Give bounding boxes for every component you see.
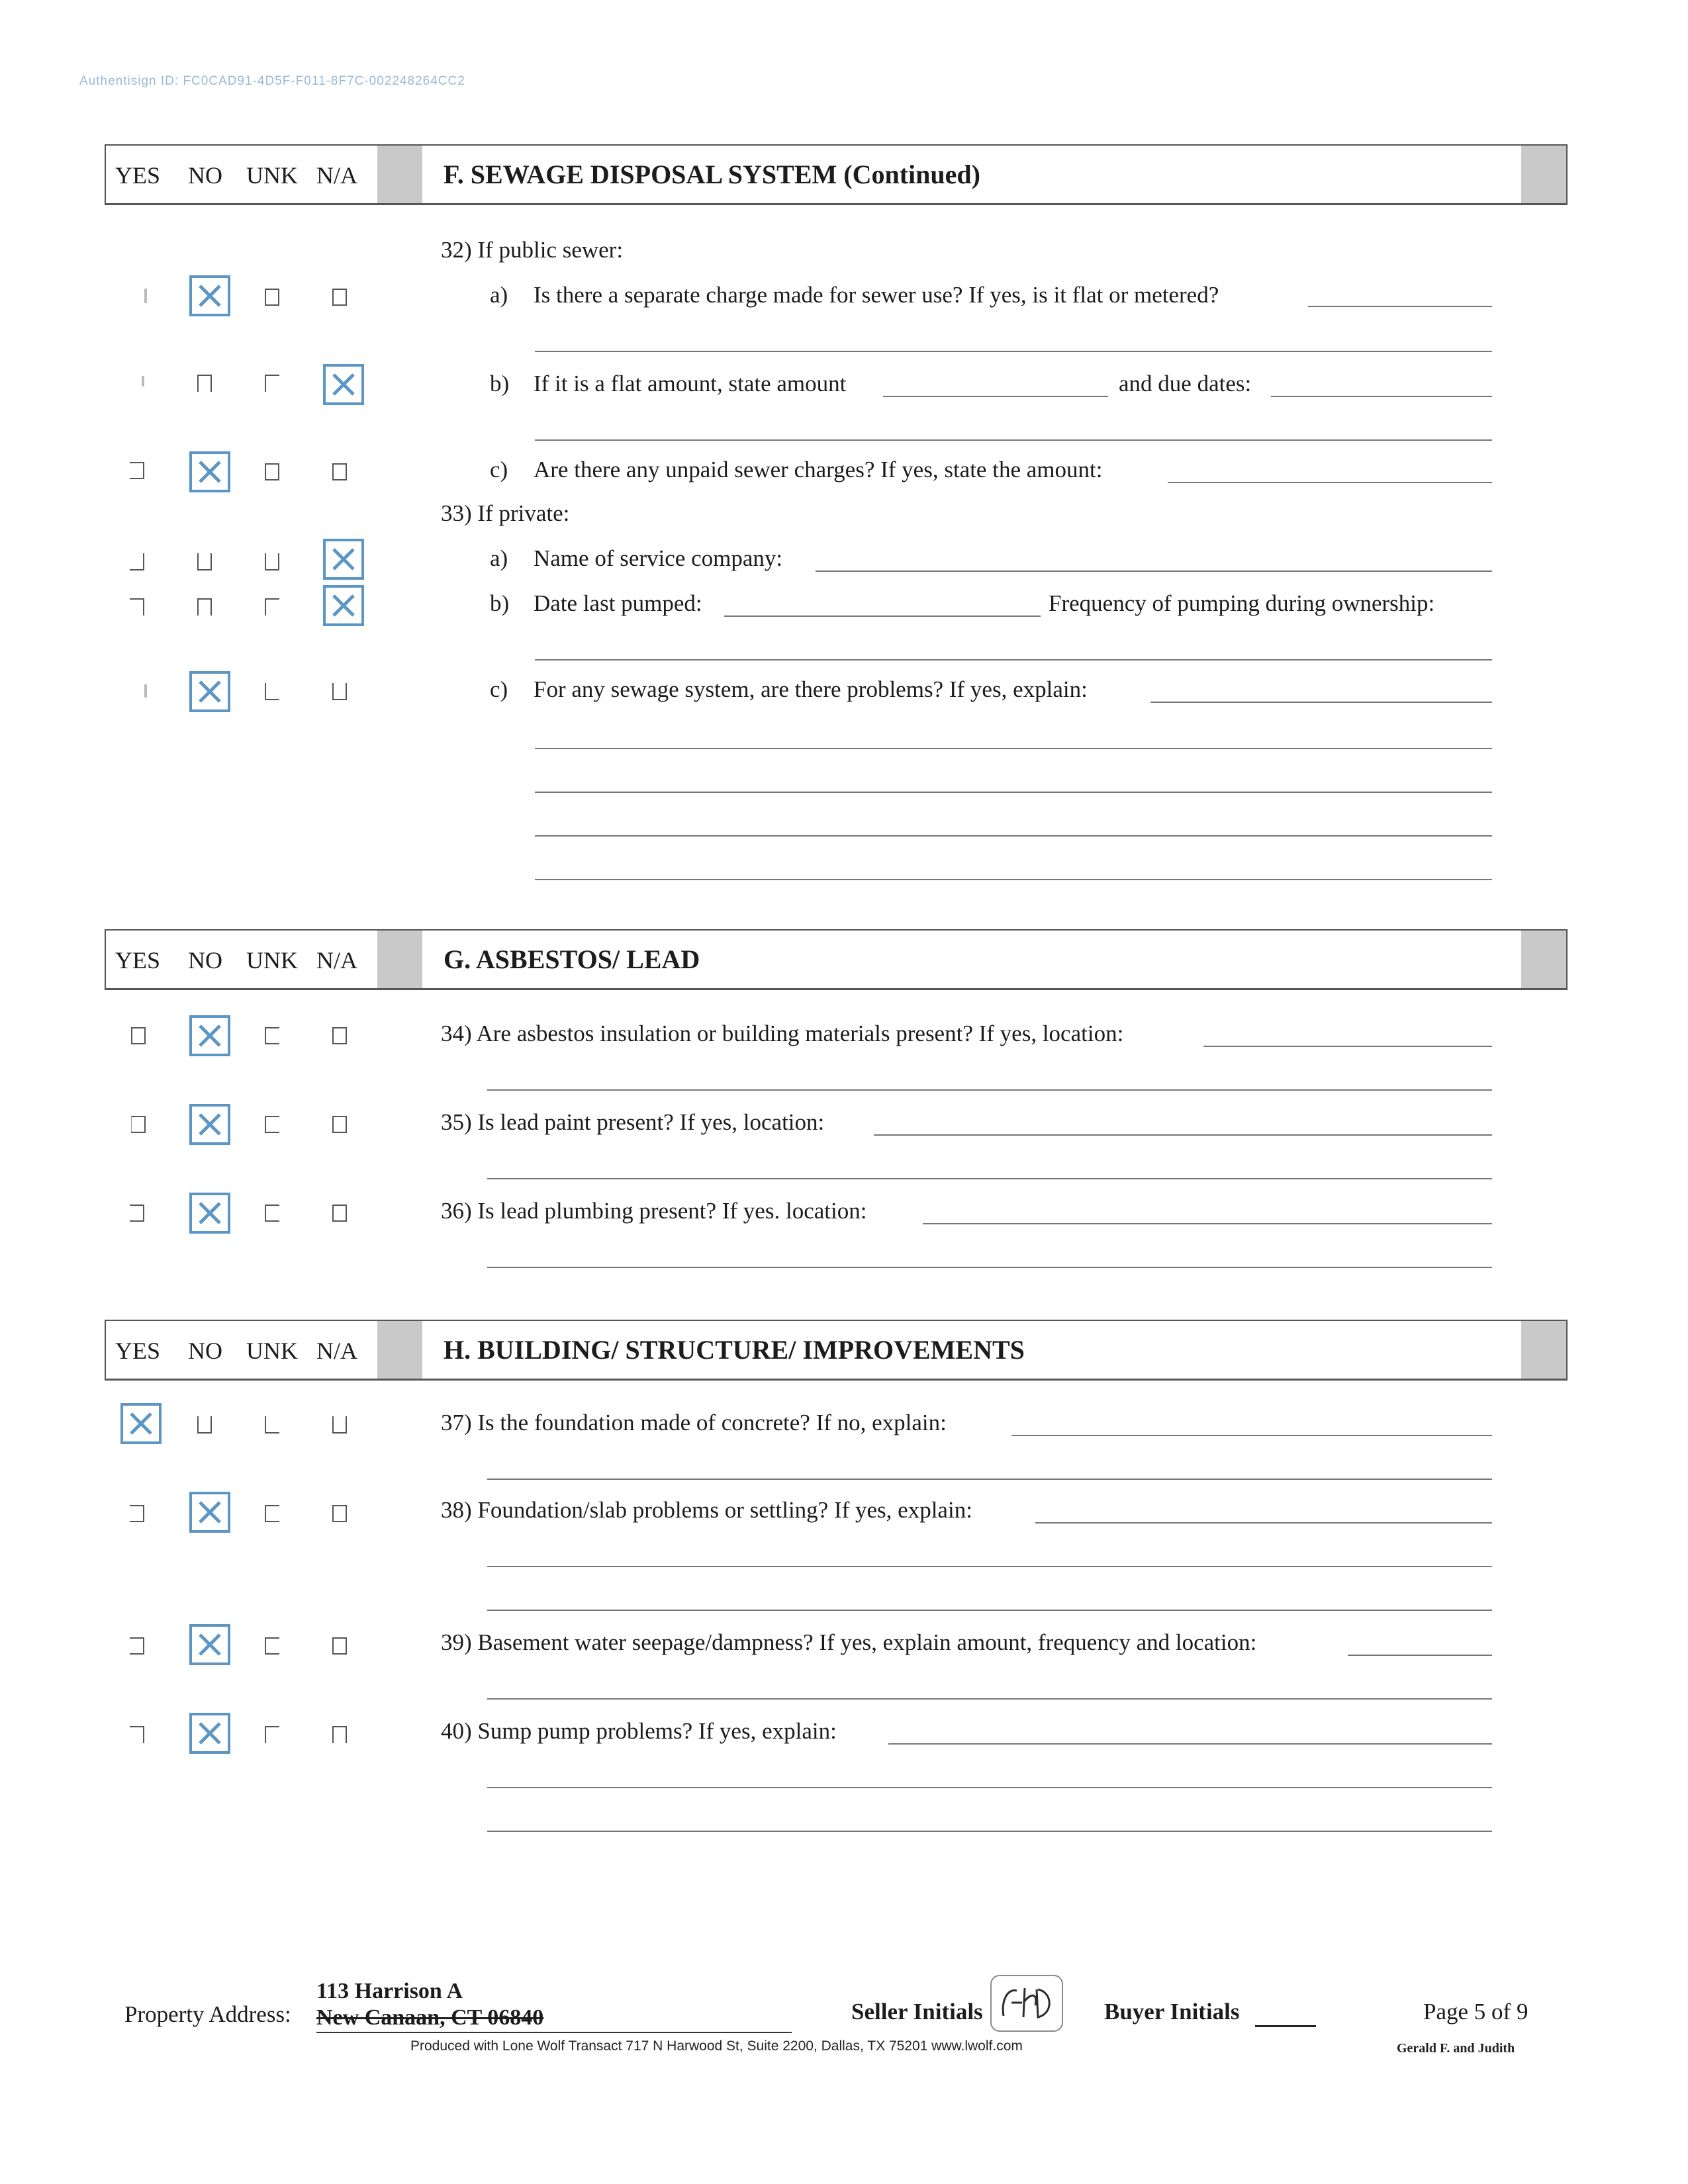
q38-no-checkbox[interactable] xyxy=(189,1492,230,1533)
q36-text: 36) Is lead plumbing present? If yes. location: xyxy=(441,1198,867,1224)
q37-answer-line[interactable] xyxy=(1011,1435,1492,1436)
q32b-due-dates-line[interactable] xyxy=(1271,396,1492,397)
q39-answer-line[interactable] xyxy=(1348,1655,1492,1656)
q33b-label: b) xyxy=(490,590,510,616)
q39-unk-checkbox[interactable] xyxy=(265,1637,279,1655)
q33c-answer-line-5[interactable] xyxy=(535,879,1492,880)
q37-no-checkbox[interactable] xyxy=(197,1416,212,1433)
q32a-no-checkbox[interactable] xyxy=(189,275,230,316)
q32b-label: b) xyxy=(490,371,510,396)
q37-na-checkbox[interactable] xyxy=(332,1416,347,1433)
q40-text: 40) Sump pump problems? If yes, explain: xyxy=(441,1718,837,1744)
question-32: 32) If public sewer: xyxy=(441,237,624,263)
q40-na-checkbox[interactable] xyxy=(332,1726,347,1743)
authentisign-id: Authentisign ID: FC0CAD91-4D5F-F011-8F7C-002248264CC2 xyxy=(79,74,465,88)
q32b-text: If it is a flat amount, state amount xyxy=(534,371,847,396)
q33c-answer-line-4[interactable] xyxy=(535,835,1492,837)
q40-answer-line[interactable] xyxy=(888,1743,1492,1745)
q33c-answer-line-3[interactable] xyxy=(535,792,1492,793)
q33a-text: Name of service company: xyxy=(534,545,783,571)
q39-text: 39) Basement water seepage/dampness? If yes, explain amount, frequency and location: xyxy=(441,1629,1257,1655)
col-na: N/A xyxy=(316,1338,357,1364)
q36-answer-line-2[interactable] xyxy=(487,1267,1492,1268)
q33a-answer-line[interactable] xyxy=(816,570,1492,572)
q39-yes-checkbox[interactable] xyxy=(130,1637,144,1655)
x-check-icon xyxy=(331,547,356,572)
q36-yes-checkbox[interactable] xyxy=(130,1205,144,1222)
col-unk: UNK xyxy=(246,162,298,189)
q33b-yes-checkbox[interactable] xyxy=(130,598,144,615)
seller-initials-stamp[interactable] xyxy=(990,1975,1063,2032)
col-yes: YES xyxy=(115,162,161,189)
q33a-no-checkbox[interactable] xyxy=(197,553,212,570)
q39-no-checkbox[interactable] xyxy=(189,1624,230,1665)
q35-answer-line[interactable] xyxy=(874,1134,1492,1136)
q33c-na-checkbox[interactable] xyxy=(332,683,347,700)
q34-answer-line-2[interactable] xyxy=(487,1089,1492,1091)
page-number: Page 5 of 9 xyxy=(1423,1999,1528,2025)
buyer-initials-line[interactable] xyxy=(1255,2025,1316,2027)
q37-yes-checkbox[interactable] xyxy=(120,1403,162,1444)
q33a-label: a) xyxy=(490,545,508,571)
q32a-answer-line[interactable] xyxy=(1308,306,1492,307)
x-check-icon xyxy=(331,372,356,397)
q40-yes-checkbox[interactable] xyxy=(130,1726,144,1743)
q35-na-checkbox[interactable] xyxy=(332,1116,347,1133)
col-na: N/A xyxy=(316,947,357,974)
col-no: NO xyxy=(188,1338,222,1364)
q33a-yes-checkbox[interactable] xyxy=(130,553,144,570)
col-yes: YES xyxy=(115,1338,161,1364)
x-check-icon xyxy=(197,1721,222,1746)
q33b-date-line[interactable] xyxy=(724,615,1041,617)
q38-na-checkbox[interactable] xyxy=(332,1505,347,1522)
property-address-label: Property Address: xyxy=(124,2001,291,2027)
q32c-yes-checkbox[interactable] xyxy=(130,462,144,479)
q33b-na-checkbox[interactable] xyxy=(323,585,364,626)
q38-unk-checkbox[interactable] xyxy=(265,1505,279,1522)
q34-na-checkbox[interactable] xyxy=(332,1027,347,1044)
col-yes: YES xyxy=(115,947,161,974)
q33a-unk-checkbox[interactable] xyxy=(265,553,279,570)
q33b-no-checkbox[interactable] xyxy=(197,598,212,615)
section-f-header xyxy=(105,144,1568,205)
q32c-unk-checkbox[interactable] xyxy=(265,463,279,480)
buyer-initials-label: Buyer Initials xyxy=(1104,1999,1240,2025)
x-check-icon xyxy=(197,283,222,308)
q32b-amount-line[interactable] xyxy=(883,396,1108,397)
x-check-icon xyxy=(128,1411,154,1436)
q33c-no-checkbox[interactable] xyxy=(189,671,230,712)
x-check-icon xyxy=(197,1500,222,1525)
q33c-label: c) xyxy=(490,676,508,702)
q36-unk-checkbox[interactable] xyxy=(265,1205,279,1222)
col-unk: UNK xyxy=(246,1338,298,1364)
q32b-no-checkbox[interactable] xyxy=(197,375,212,392)
q37-answer-line-2[interactable] xyxy=(487,1479,1492,1480)
q34-text: 34) Are asbestos insulation or building materials present? If yes, location: xyxy=(441,1021,1124,1046)
q32a-text: Is there a separate charge made for sewer use? If yes, is it flat or metered? xyxy=(534,282,1219,308)
q35-text: 35) Is lead paint present? If yes, location: xyxy=(441,1109,825,1135)
q33a-na-checkbox[interactable] xyxy=(323,539,364,580)
q35-unk-checkbox[interactable] xyxy=(265,1116,279,1133)
q37-unk-checkbox[interactable] xyxy=(265,1416,279,1433)
q32b-due-dates: and due dates: xyxy=(1119,371,1252,396)
q38-text: 38) Foundation/slab problems or settling? If yes, explain: xyxy=(441,1497,972,1523)
q33b-text: Date last pumped: xyxy=(534,590,702,616)
q40-unk-checkbox[interactable] xyxy=(265,1726,279,1743)
col-no: NO xyxy=(188,947,222,974)
q33b-unk-checkbox[interactable] xyxy=(265,598,279,615)
question-33: 33) If private: xyxy=(441,500,570,526)
produced-with-text: Produced with Lone Wolf Transact 717 N Harwood St, Suite 2200, Dallas, TX 75201 www.lwolf.com xyxy=(410,2038,1023,2054)
q33c-answer-line-2[interactable] xyxy=(535,748,1492,749)
q32a-na-checkbox[interactable] xyxy=(332,289,347,306)
q36-no-checkbox[interactable] xyxy=(189,1193,230,1234)
q32a-label: a) xyxy=(490,282,508,308)
col-na: N/A xyxy=(316,162,357,189)
q33b-answer-line-2[interactable] xyxy=(535,659,1492,660)
q36-na-checkbox[interactable] xyxy=(332,1205,347,1222)
section-h-title: H. BUILDING/ STRUCTURE/ IMPROVEMENTS xyxy=(444,1335,1025,1365)
x-check-icon xyxy=(197,459,222,484)
q34-answer-line[interactable] xyxy=(1203,1046,1492,1047)
q33c-unk-checkbox[interactable] xyxy=(265,683,279,700)
section-g-title: G. ASBESTOS/ LEAD xyxy=(444,944,700,974)
col-no: NO xyxy=(188,162,222,189)
q36-answer-line[interactable] xyxy=(923,1223,1492,1224)
q35-no-checkbox[interactable] xyxy=(189,1104,230,1145)
col-unk: UNK xyxy=(246,947,298,974)
q40-no-checkbox[interactable] xyxy=(189,1713,230,1754)
q38-yes-checkbox[interactable] xyxy=(130,1505,144,1522)
q32c-label: c) xyxy=(490,457,508,482)
q37-text: 37) Is the foundation made of concrete? If no, explain: xyxy=(441,1410,947,1435)
q32c-na-checkbox[interactable] xyxy=(332,463,347,480)
q32c-no-checkbox[interactable] xyxy=(189,451,230,492)
q32b-unk-checkbox[interactable] xyxy=(265,375,279,392)
q34-no-checkbox[interactable] xyxy=(189,1015,230,1056)
x-check-icon xyxy=(197,1112,222,1137)
section-f-title: F. SEWAGE DISPOSAL SYSTEM (Continued) xyxy=(444,159,980,189)
x-check-icon xyxy=(197,1632,222,1657)
q35-yes-checkbox[interactable] xyxy=(131,1116,146,1133)
q39-answer-line-2[interactable] xyxy=(487,1698,1492,1700)
q34-unk-checkbox[interactable] xyxy=(265,1027,279,1044)
initials-signature-icon xyxy=(992,1976,1062,2030)
q33b-frequency: Frequency of pumping during ownership: xyxy=(1049,590,1435,616)
address-underline xyxy=(316,2032,792,2033)
q38-answer-line[interactable] xyxy=(1035,1522,1492,1524)
q35-answer-line-2[interactable] xyxy=(487,1178,1492,1179)
x-check-icon xyxy=(197,1023,222,1048)
section-g-header xyxy=(105,929,1568,990)
q40-answer-line-2[interactable] xyxy=(487,1787,1492,1788)
q32a-answer-line-2[interactable] xyxy=(535,351,1492,352)
q34-yes-checkbox[interactable] xyxy=(131,1027,146,1044)
seller-initials-label: Seller Initials xyxy=(851,1999,983,2025)
x-check-icon xyxy=(197,1201,222,1226)
q40-answer-line-3[interactable] xyxy=(487,1831,1492,1832)
q38-answer-line-3[interactable] xyxy=(487,1610,1492,1611)
q32a-unk-checkbox[interactable] xyxy=(265,289,279,306)
address-line-1: 113 Harrison A xyxy=(316,1979,463,2003)
address-line-2: New Canaan, CT 06840 xyxy=(316,2005,544,2030)
owner-names: Gerald F. and Judith xyxy=(1397,2041,1515,2056)
x-check-icon xyxy=(197,679,222,704)
q32b-na-checkbox[interactable] xyxy=(323,364,364,405)
q32c-answer-line[interactable] xyxy=(1168,482,1492,483)
q33c-text: For any sewage system, are there problems? If yes, explain: xyxy=(534,676,1088,702)
q32c-text: Are there any unpaid sewer charges? If yes, state the amount: xyxy=(534,457,1103,482)
section-h-header xyxy=(105,1320,1568,1381)
x-check-icon xyxy=(331,593,356,618)
q33c-answer-line[interactable] xyxy=(1150,702,1492,703)
q39-na-checkbox[interactable] xyxy=(332,1637,347,1655)
q38-answer-line-2[interactable] xyxy=(487,1566,1492,1567)
q32b-answer-line-2[interactable] xyxy=(535,439,1492,441)
